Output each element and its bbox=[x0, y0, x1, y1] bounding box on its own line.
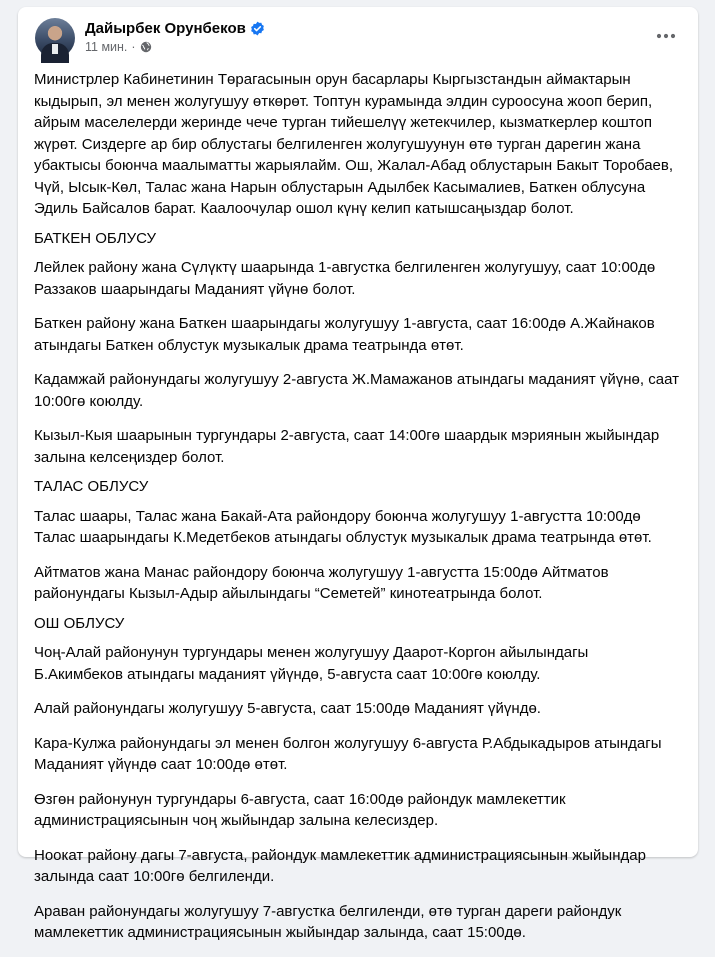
post-paragraph: Ноокат району дагы 7-августа, райондук мамлекеттик администрациясынын жыйындар залында саат 10:00гө белгиленди. bbox=[34, 846, 646, 885]
post-paragraph: Кызыл-Кыя шаарынын тургундары 2-августа, саат 14:00гө шаардык мэриянын жыйындар залына келсеңиздер болот. bbox=[34, 427, 660, 466]
post-card bbox=[18, 7, 698, 941]
avatar[interactable] bbox=[35, 18, 75, 58]
verified-badge-icon bbox=[250, 21, 265, 36]
section-heading-batken: БАТКЕН ОБЛУСУ bbox=[34, 229, 156, 247]
post-paragraph: Чоң-Алай районунун тургундары менен жолугушуу Даарот-Коргон айылындагы Б.Акимбеков атындагы маданият үйүндө, 5-августа саат 10:00гө коюлду. bbox=[34, 644, 589, 683]
post-header bbox=[18, 7, 698, 65]
more-options-icon bbox=[656, 26, 676, 44]
post-intro: Министрлер Кабинетинин Төрагасынын орун басарлары Кыргызстандын аймактарын кыдырып, эл менен жолугушуу өткөрөт. Топтун курамында элдин суроосуна жооп берип, айрым маселелерди жеринде чече турган тийешелүү жетекчилер, кызматкерлер коштоп жүрөт. Сиздерге ар бир облустагы белгиленген жолугушуунун өтө турган дарегин жана убактысы боюнча маалыматты жарыялайм. Ош, Жалал-Абад облустарын Бакыт Торобаев, Чүй, Ысык-Көл, Талас жана Нарын облустарын Адылбек Касымалиев, Баткен облусуна Эдиль Байсалов барат. Каалоочулар ошол күнү келип катышсаңыздар болот. bbox=[34, 71, 674, 217]
globe-icon[interactable] bbox=[140, 41, 152, 53]
post-paragraph: Араван районундагы жолугушуу 7-августка белгиленди, өтө турган дареги райондук мамлекеттик администрациясынын жыйындар залында, саат 15:00дө. bbox=[34, 902, 622, 941]
post-paragraph: Кадамжай районундагы жолугушуу 2-августа Ж.Мамажанов атындагы маданият үйүнө, саат 10:00гө коюлду. bbox=[34, 371, 679, 410]
more-options-button[interactable] bbox=[650, 23, 682, 47]
section-heading-talas: ТАЛАС ОБЛУСУ bbox=[34, 478, 149, 495]
post-paragraph: Талас шаары, Талас жана Бакай-Ата райондору боюнча жолугушуу 1-августта 10:00дө Талас шаарындагы К.Медетбеков атындагы облустук музыкалык драма театрында өтөт. bbox=[34, 507, 652, 546]
post-content bbox=[34, 69, 679, 957]
post-paragraph: Кара-Кулжа районундагы эл менен болгон жолугушуу 6-августа Р.Абдыкадыров атындагы Маданият үйүндө саат 10:00дө өтөт. bbox=[34, 734, 662, 773]
author-name[interactable]: Дайырбек Орунбеков bbox=[85, 20, 246, 37]
post-paragraph: Лейлек району жана Сүлүктү шаарында 1-августка белгиленген жолугушуу, саат 10:00дө Раззаков шаарындагы Маданият үйүнө болот. bbox=[34, 259, 656, 298]
post-paragraph: Айтматов жана Манас райондору боюнча жолугушуу 1-августта 15:00дө Айтматов районундагы Кызыл-Адыр айылындагы “Семетей” кинотеатрында болот. bbox=[34, 563, 609, 602]
post-paragraph: Баткен району жана Баткен шаарындагы жолугушуу 1-августа, саат 16:00дө А.Жайнаков атындагы Баткен облустук музыкалык драма театрында өтөт. bbox=[34, 315, 655, 354]
post-paragraph: Өзгөн районунун тургундары 6-августа, саат 16:00дө райондук мамлекеттик администрациясынын чоң жыйындар залына келесиздер. bbox=[34, 790, 566, 829]
section-heading-osh: ОШ ОБЛУСУ bbox=[34, 614, 125, 632]
meta-separator: · bbox=[131, 40, 136, 54]
post-meta bbox=[85, 40, 152, 54]
post-time[interactable]: 11 мин. bbox=[85, 40, 128, 54]
avatar-shirt bbox=[52, 44, 58, 54]
post-paragraph: Алай районундагы жолугушуу 5-августа, саат 15:00дө Маданият үйүндө. bbox=[34, 700, 541, 717]
author-row bbox=[85, 20, 265, 37]
